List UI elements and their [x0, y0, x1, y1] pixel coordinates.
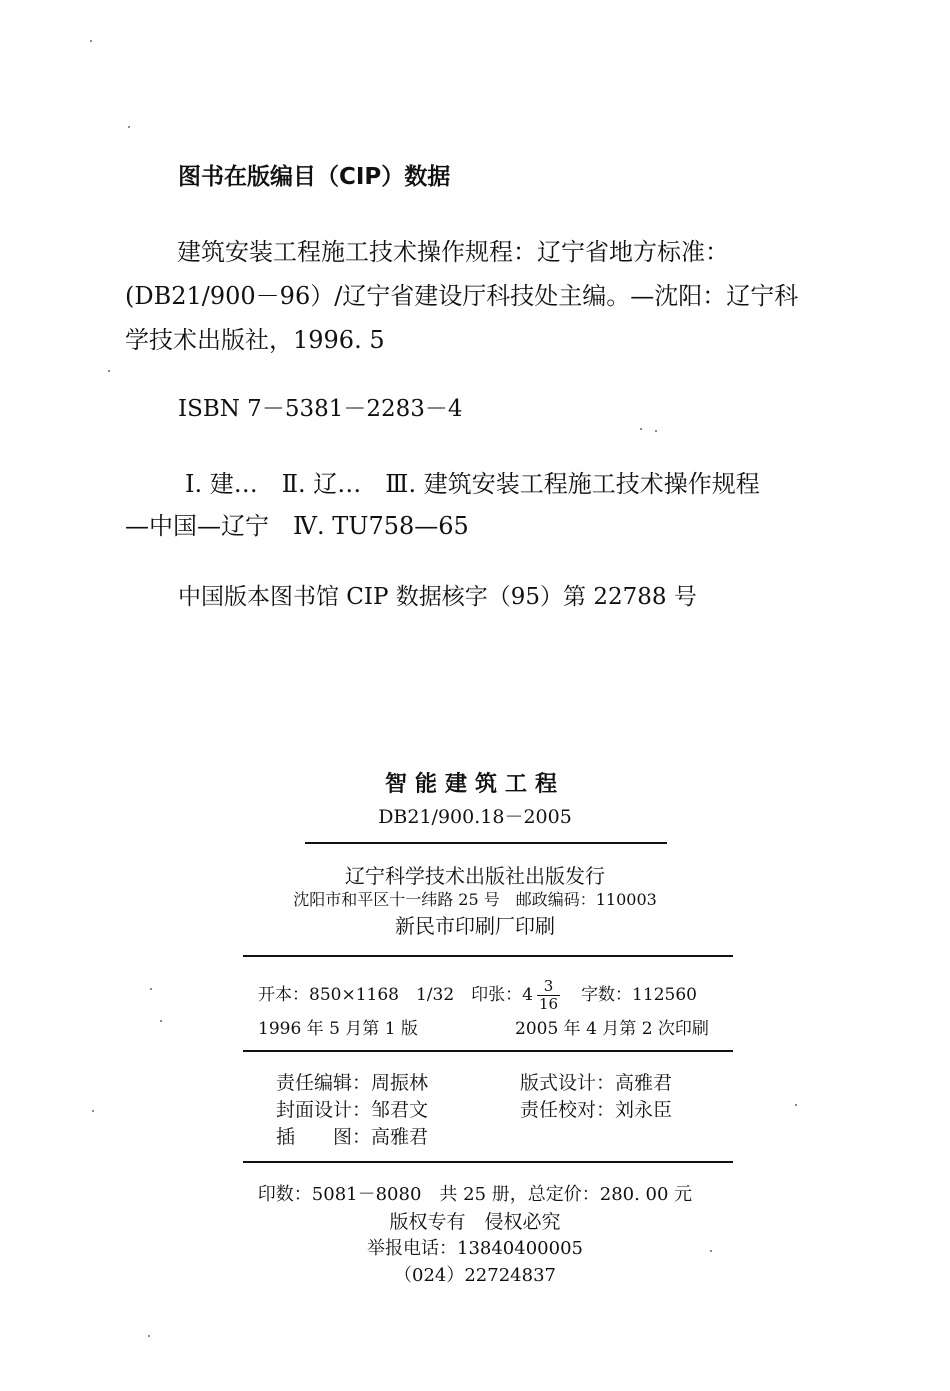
report-telephone-2: （024）22724837 [394, 1265, 556, 1286]
impression-and-price: 印数：5081－8080 共 25 册，总定价：280. 00 元 [257, 1184, 693, 1205]
printed-sheets: 印张：4 [471, 985, 533, 1005]
credit-illustration: 插 图：高雅君 [276, 1126, 429, 1148]
scan-speck [148, 1335, 150, 1337]
spec-line [258, 978, 697, 1013]
scan-speck [128, 126, 130, 128]
scan-speck [160, 1020, 162, 1022]
scan-speck [150, 988, 152, 990]
scan-speck [108, 370, 110, 372]
credit-proofreader: 责任校对：刘永臣 [520, 1099, 673, 1121]
sheets-fraction [537, 978, 560, 1013]
cip-subjects [125, 463, 865, 547]
divider [243, 1161, 733, 1163]
divider [243, 1050, 733, 1052]
cip-heading: 图书在版编目（CIP）数据 [178, 164, 451, 190]
divider [305, 842, 667, 844]
scan-speck [92, 1110, 94, 1112]
scan-speck [795, 1104, 797, 1106]
scan-speck [640, 428, 642, 430]
cip-entry [125, 230, 855, 362]
credit-layout: 版式设计：高雅君 [520, 1072, 673, 1094]
subjects-line: —中国—辽宁 Ⅳ. TU758—65 [125, 512, 469, 540]
scan-speck [655, 430, 657, 432]
scan-speck [710, 1250, 712, 1252]
divider [243, 955, 733, 957]
credit-editor: 责任编辑：周振林 [276, 1072, 429, 1094]
printer: 新民市印刷厂印刷 [395, 914, 555, 938]
cip-entry-line: 学技术出版社，1996. 5 [125, 326, 385, 354]
standard-code: DB21/900.18－2005 [378, 806, 572, 828]
subjects-line: Ⅰ. 建… Ⅱ. 辽… Ⅲ. 建筑安装工程施工技术操作规程 [185, 470, 760, 498]
fraction-denominator: 16 [538, 995, 559, 1013]
report-telephone: 举报电话：13840400005 [367, 1238, 583, 1259]
word-count: 字数：112560 [581, 985, 697, 1005]
edition: 1996 年 5 月第 1 版 [258, 1019, 418, 1039]
copyright: 版权专有 侵权必究 [389, 1211, 561, 1233]
scan-speck [90, 40, 92, 42]
fraction-numerator: 3 [537, 978, 560, 996]
publisher: 辽宁科学技术出版社出版发行 [345, 864, 605, 888]
cip-entry-line: 建筑安装工程施工技术操作规程：辽宁省地方标准： [177, 238, 729, 266]
cip-entry-line: (DB21/900－96）/辽宁省建设厅科技处主编。—沈阳：辽宁科 [125, 282, 799, 310]
format-size: 开本：850×1168 1/32 [258, 985, 455, 1005]
colophon-title: 智能建筑工程 [384, 772, 565, 797]
isbn: ISBN 7－5381－2283－4 [178, 396, 463, 422]
credit-cover: 封面设计：邹君文 [276, 1099, 429, 1121]
cip-approval-number: 中国版本图书馆 CIP 数据核字（95）第 22788 号 [178, 584, 697, 610]
printing: 2005 年 4 月第 2 次印刷 [515, 1019, 709, 1039]
publisher-address: 沈阳市和平区十一纬路 25 号 邮政编码：110003 [293, 890, 657, 909]
